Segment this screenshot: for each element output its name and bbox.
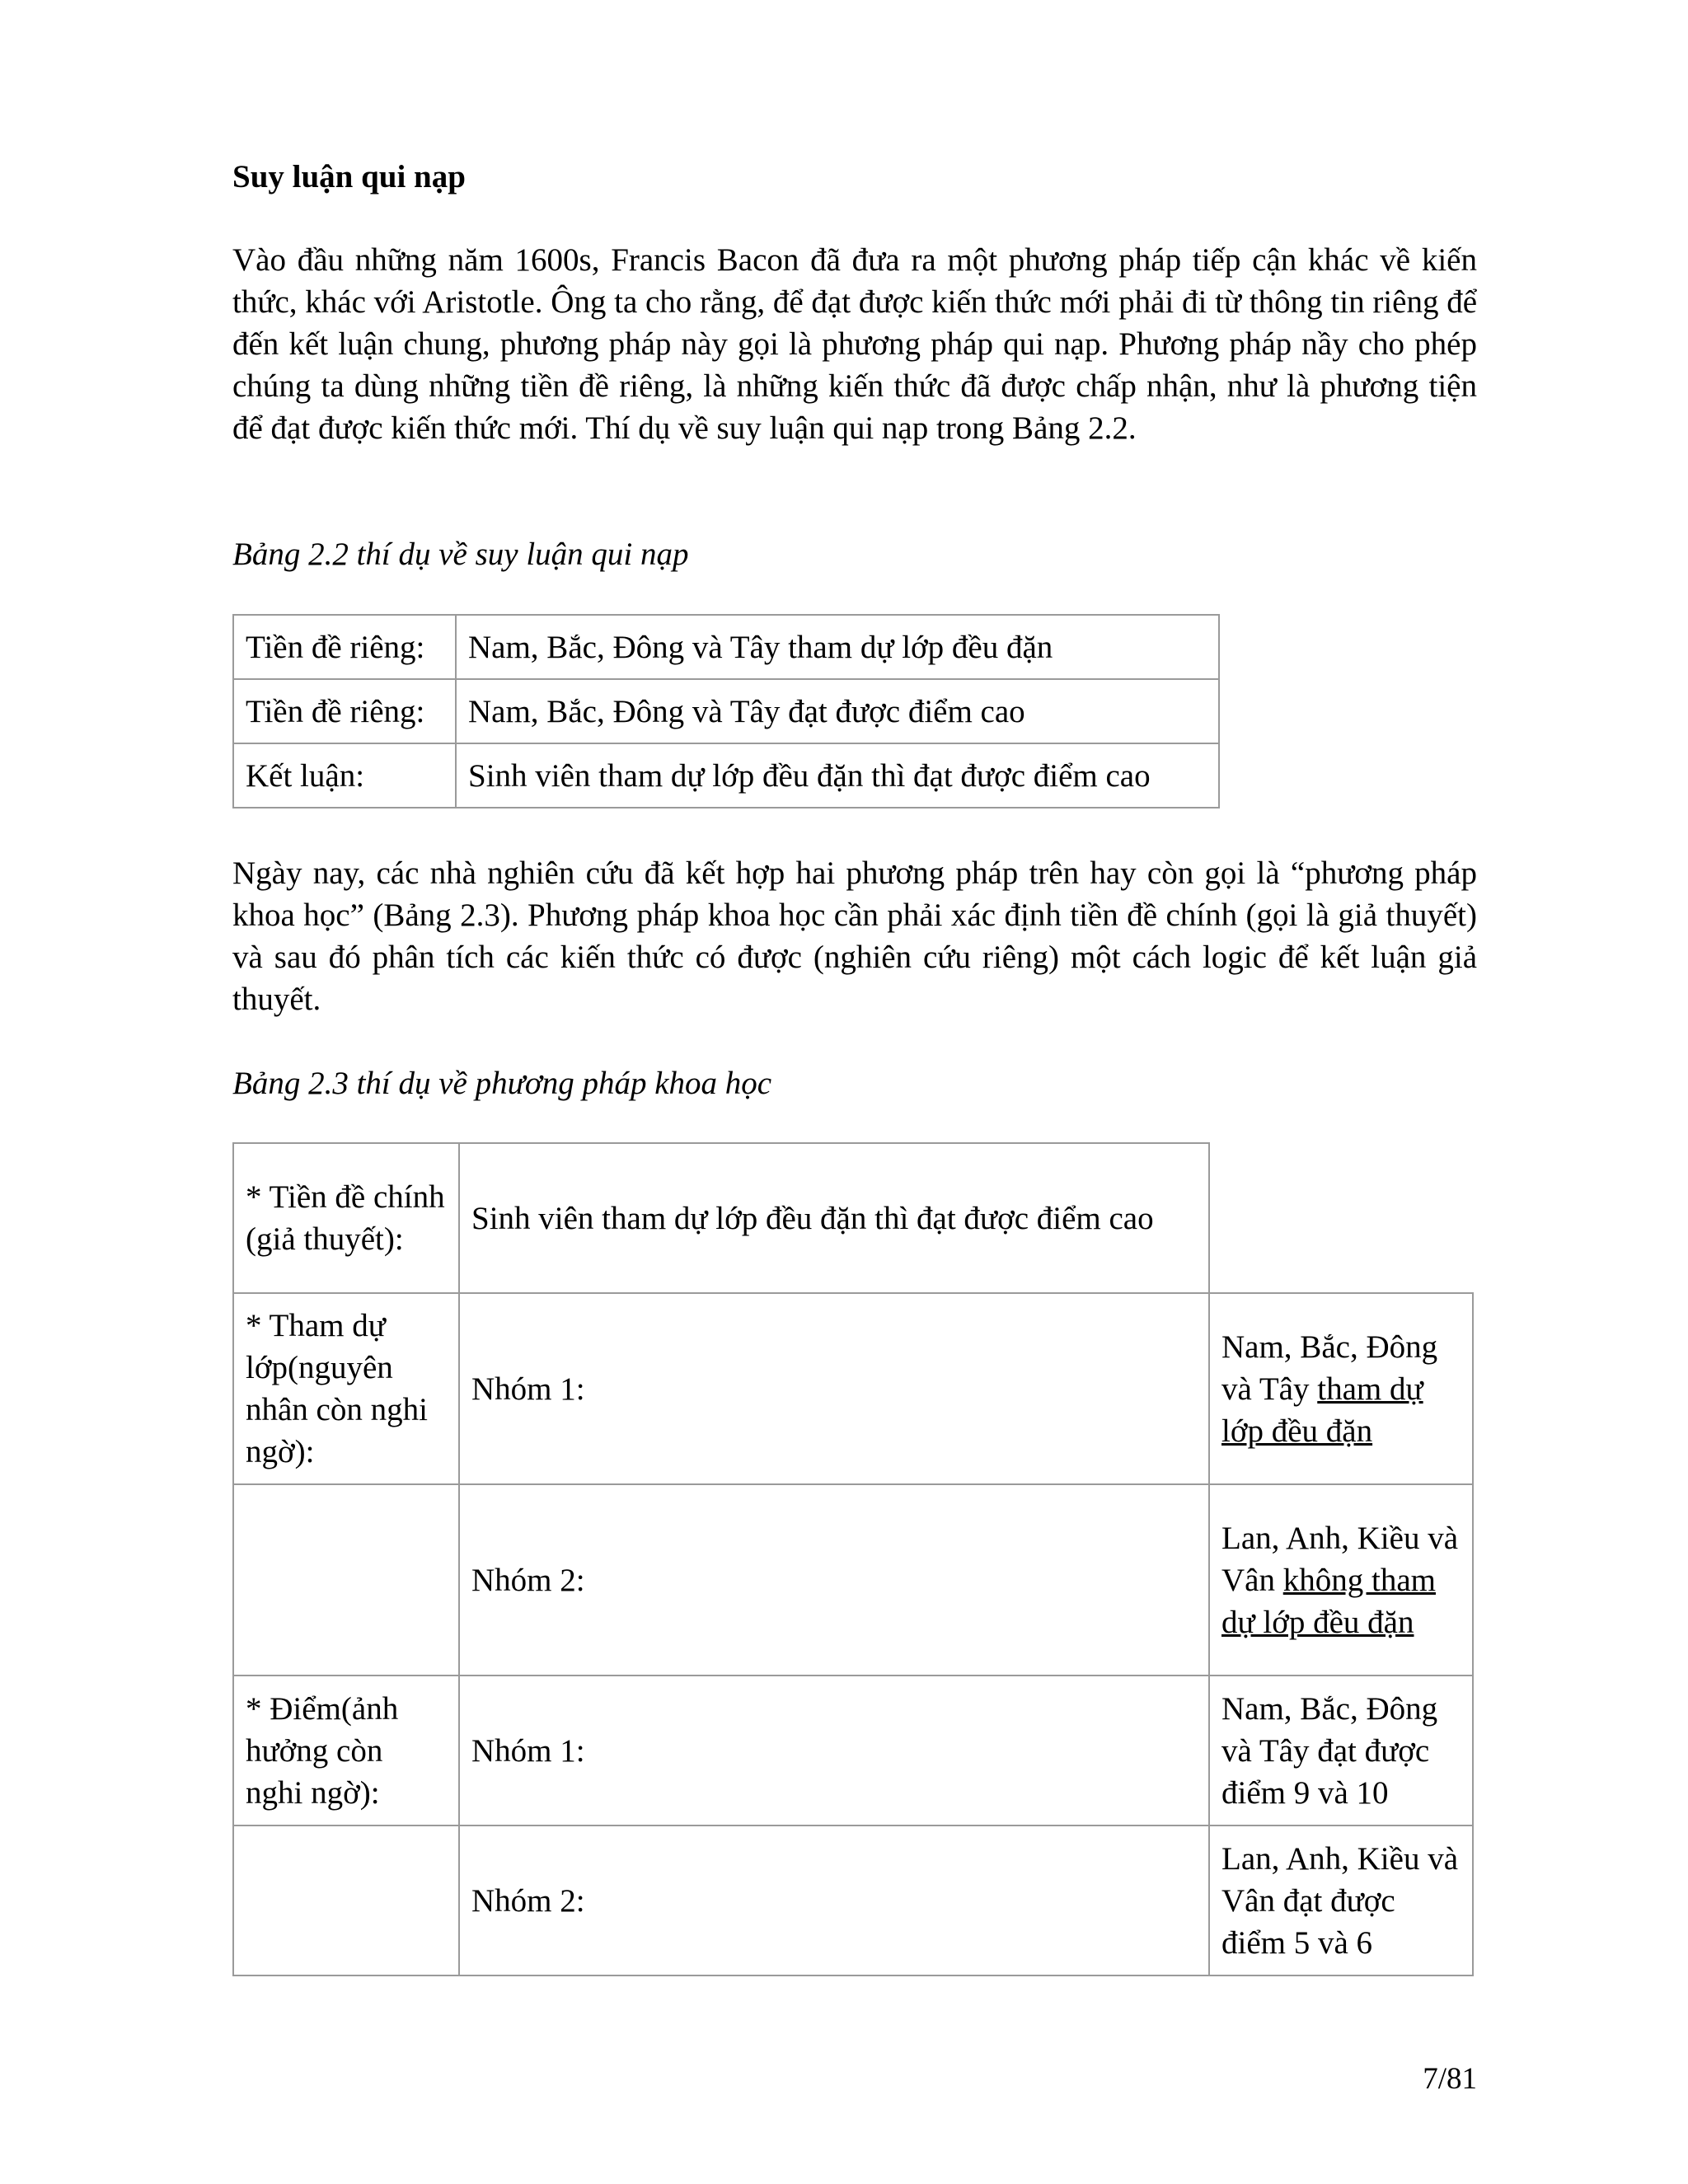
table-cell-category: * Tiền đề chính (giả thuyết): <box>233 1143 459 1293</box>
table-2-2-caption: Bảng 2.2 thí dụ về suy luận qui nạp <box>232 537 689 572</box>
table-row <box>233 679 1219 743</box>
table-cell-group: Nhóm 1: <box>459 1675 1209 1825</box>
table-cell-detail <box>1209 1484 1473 1675</box>
table-cell-value: Nam, Bắc, Đông và Tây đạt được điểm cao <box>456 679 1219 743</box>
table-cell-empty <box>1209 1143 1473 1293</box>
table-2-2 <box>232 614 1220 808</box>
table-cell-empty <box>233 1484 459 1675</box>
table-row <box>233 1825 1473 1975</box>
table-cell-category: * Tham dự lớp(nguyên nhân còn nghi ngờ): <box>233 1293 459 1484</box>
paragraph-scientific-method: Ngày nay, các nhà nghiên cứu đã kết hợp hai phương pháp trên hay còn gọi là “phương pháp khoa học” (Bảng 2.3). Phương pháp khoa học cần phải xác định tiền đề chính (gọi là giả thuyết) và sau đó phân tích các kiến thức có được (nghiên cứu riêng) một cách logic để kết luận giả thuyết. <box>232 855 1477 1017</box>
table-row <box>233 1675 1473 1825</box>
table-cell-group: Nhóm 2: <box>459 1484 1209 1675</box>
table-cell-value: Sinh viên tham dự lớp đều đặn thì đạt được điểm cao <box>456 743 1219 808</box>
table-cell-label: Tiền đề riêng: <box>233 615 456 679</box>
table-cell-group: Nhóm 2: <box>459 1825 1209 1975</box>
paragraph-inductive-reasoning: Vào đầu những năm 1600s, Francis Bacon đã đưa ra một phương pháp tiếp cận khác về kiến thức, khác với Aristotle. Ông ta cho rằng, để đạt được kiến thức mới phải đi từ thông tin riêng để đến kết luận chung, phương pháp này gọi là phương pháp qui nạp. Phương pháp nầy cho phép chúng ta dùng những tiền đề riêng, là những kiến thức đã được chấp nhận, như là phương tiện để đạt được kiến thức mới. Thí dụ về suy luận qui nạp trong Bảng 2.2. <box>232 242 1478 446</box>
table-cell-empty <box>233 1825 459 1975</box>
table-cell-hypothesis: Sinh viên tham dự lớp đều đặn thì đạt được điểm cao <box>459 1143 1209 1293</box>
table-2-3-caption: Bảng 2.3 thí dụ về phương pháp khoa học <box>232 1066 772 1101</box>
table-cell-label: Tiền đề riêng: <box>233 679 456 743</box>
document-page <box>232 0 1477 2184</box>
table-cell-category: * Điểm(ảnh hưởng còn nghi ngờ): <box>233 1675 459 1825</box>
section-heading: Suy luận qui nạp <box>232 159 466 194</box>
page-number: 7/81 <box>1423 2062 1477 2096</box>
detail-underlined-text: không tham dự lớp đều đặn <box>1221 1562 1436 1640</box>
table-row <box>233 1293 1473 1484</box>
table-row <box>233 743 1219 808</box>
table-row <box>233 1484 1473 1675</box>
table-cell-value: Nam, Bắc, Đông và Tây tham dự lớp đều đặn <box>456 615 1219 679</box>
detail-text: Lan, Anh, Kiều và Vân <box>1221 1520 1459 1598</box>
table-row <box>233 1143 1473 1293</box>
detail-underlined-text: tham dự lớp đều đặn <box>1221 1371 1423 1449</box>
table-2-3 <box>232 1142 1474 1976</box>
detail-text: Nam, Bắc, Đông và Tây <box>1221 1329 1438 1407</box>
table-cell-label: Kết luận: <box>233 743 456 808</box>
table-cell-group: Nhóm 1: <box>459 1293 1209 1484</box>
table-cell-detail: Nam, Bắc, Đông và Tây đạt được điểm 9 và 10 <box>1209 1675 1473 1825</box>
table-cell-detail: Lan, Anh, Kiều và Vân đạt được điểm 5 và 6 <box>1209 1825 1473 1975</box>
table-cell-detail <box>1209 1293 1473 1484</box>
table-row <box>233 615 1219 679</box>
